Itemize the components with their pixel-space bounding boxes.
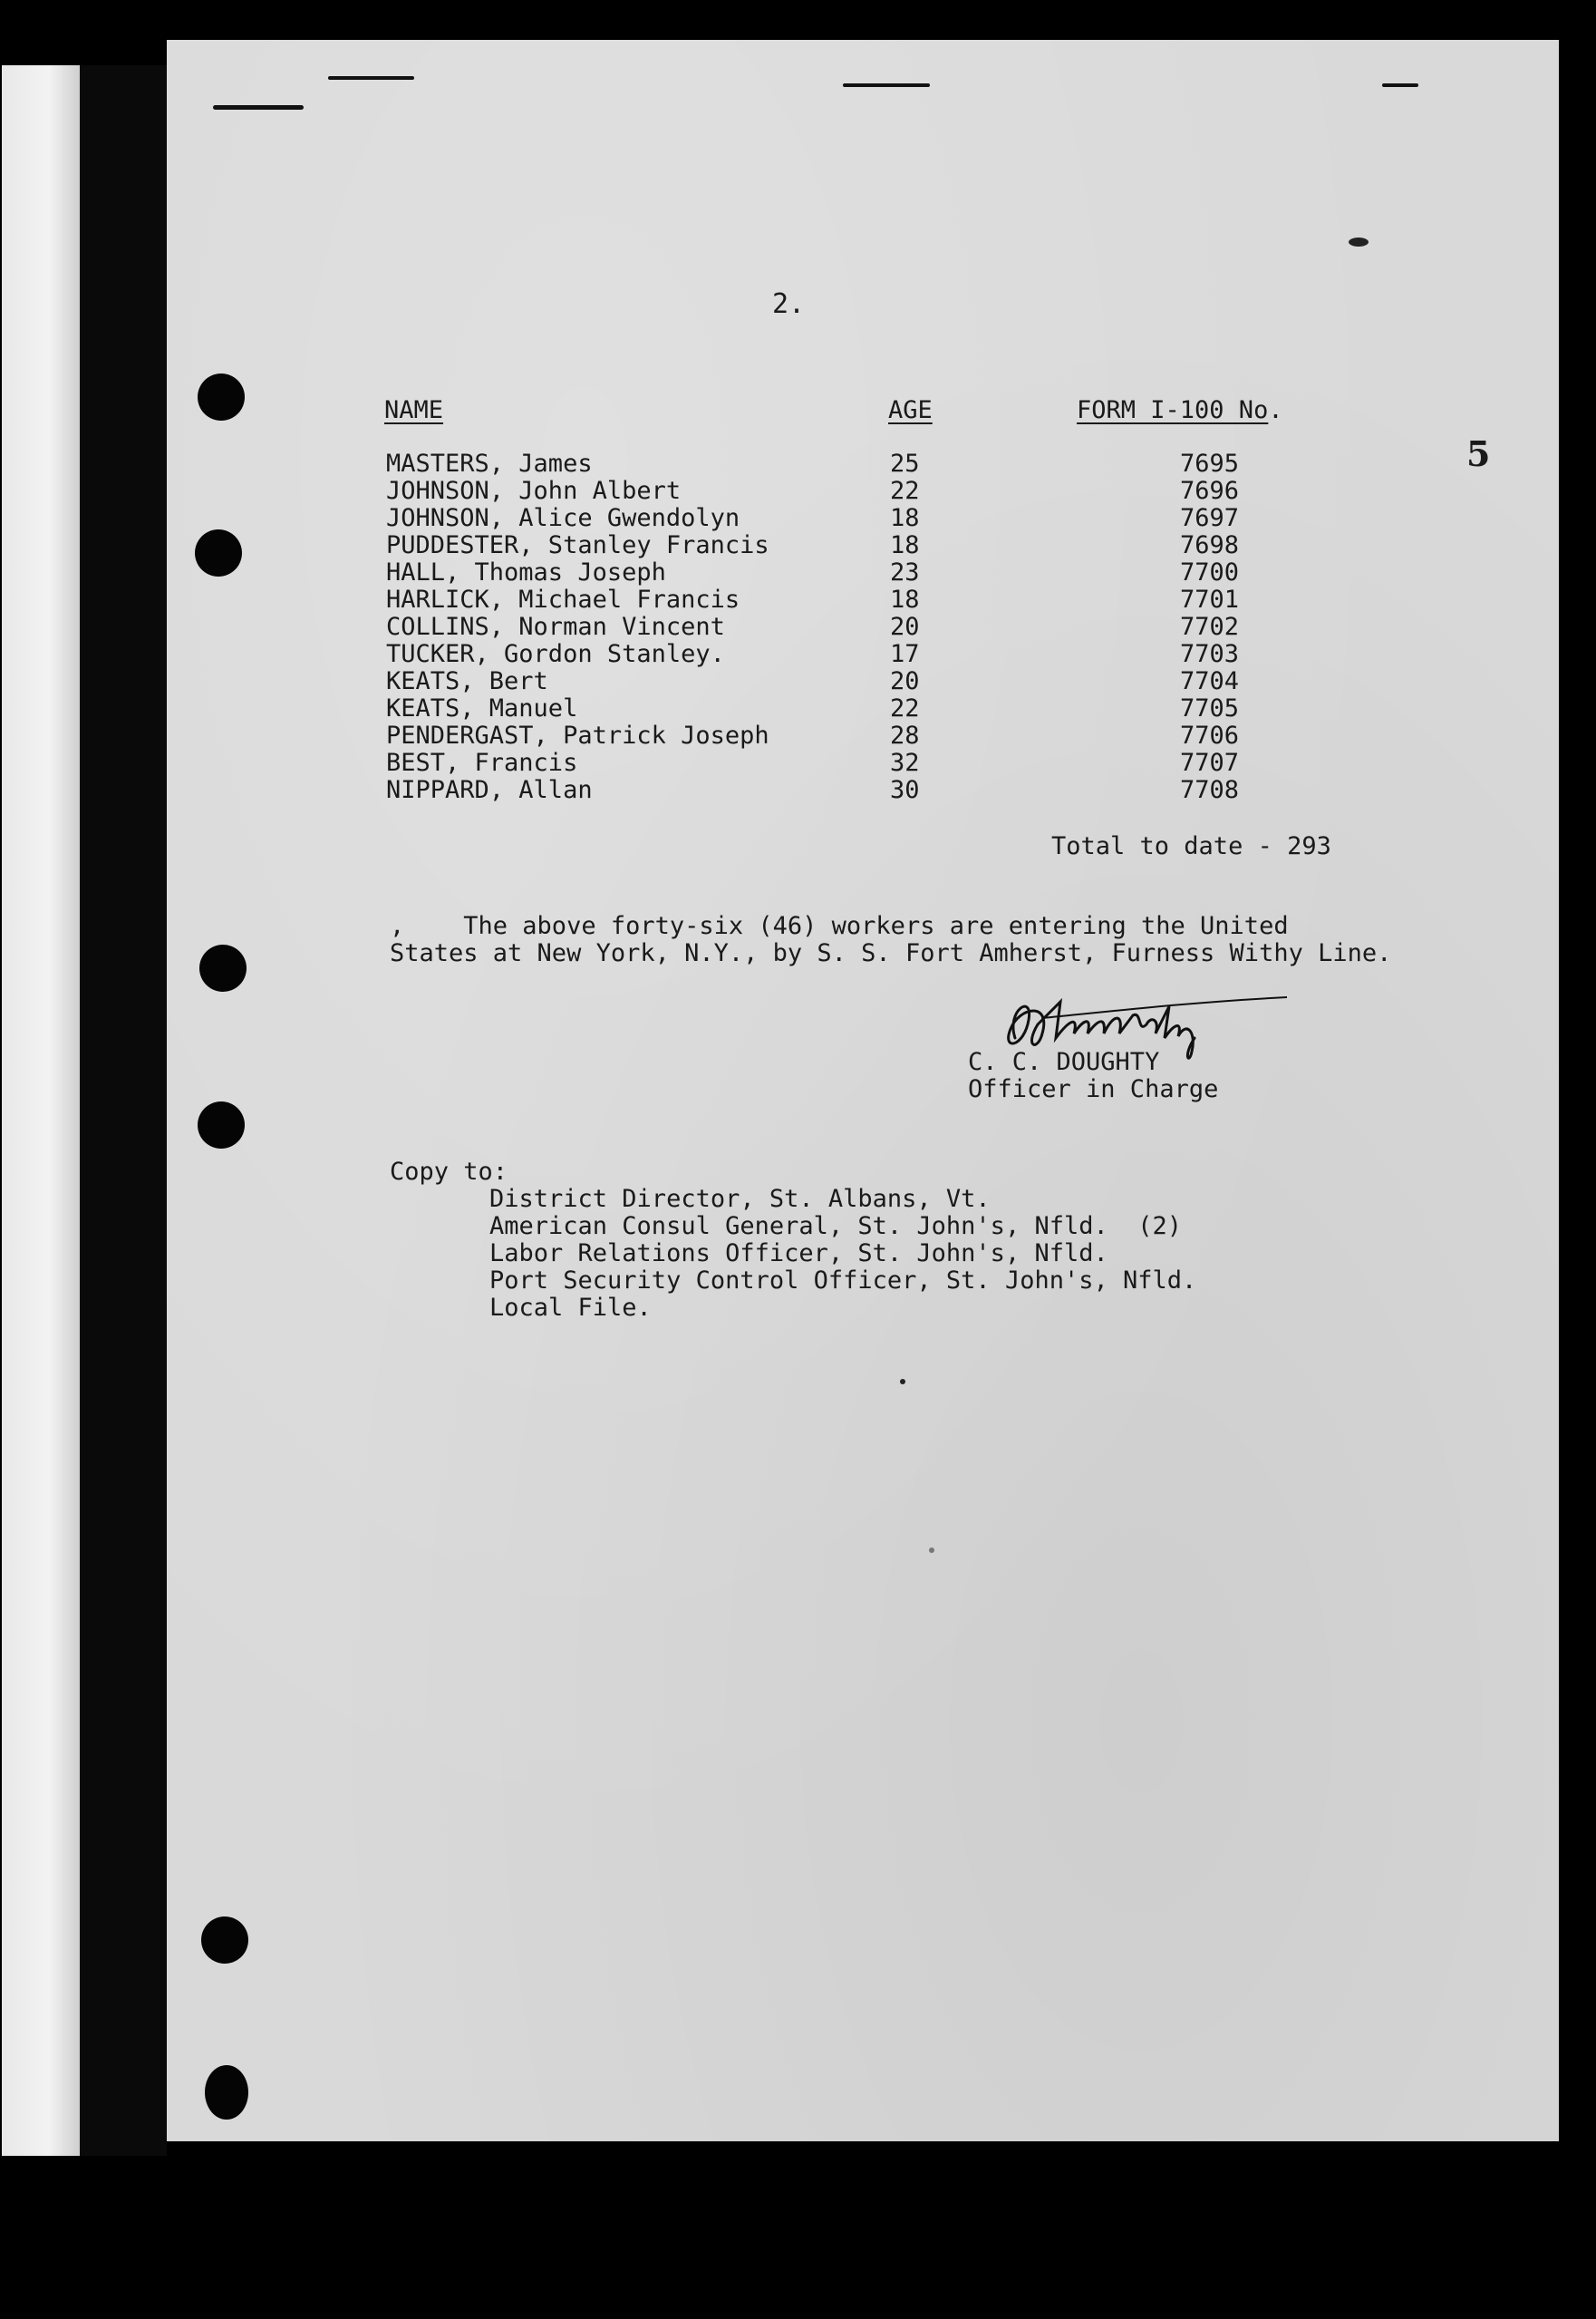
form-number: 7704 <box>1180 667 1240 695</box>
form-number: 7700 <box>1180 558 1240 587</box>
punch-hole <box>198 1101 245 1149</box>
worker-name: HALL, Thomas Joseph <box>386 558 666 587</box>
page-gap-shadow <box>80 65 167 2156</box>
table-row <box>0 505 1541 532</box>
signature-block <box>968 1049 1218 1103</box>
list-item: American Consul General, St. John's, Nfld. (2) <box>489 1212 1183 1240</box>
form-number: 7705 <box>1180 694 1240 723</box>
form-number: 7701 <box>1180 586 1240 614</box>
form-number: 7708 <box>1180 776 1240 804</box>
form-number: 7695 <box>1180 450 1240 478</box>
margin-number: 5 <box>1466 433 1491 474</box>
worker-age: 18 <box>890 504 920 532</box>
form-number: 7698 <box>1180 531 1240 559</box>
copy-to-label: Copy to: <box>390 1158 508 1186</box>
top-edge-mark <box>328 76 414 80</box>
column-header-form-period: . <box>1268 396 1283 424</box>
list-item: District Director, St. Albans, Vt. <box>489 1185 991 1213</box>
worker-name: PUDDESTER, Stanley Francis <box>386 531 769 559</box>
worker-age: 25 <box>890 450 920 478</box>
worker-name: BEST, Francis <box>386 749 578 777</box>
table-row <box>0 478 1541 505</box>
form-number: 7703 <box>1180 640 1240 668</box>
statement-paragraph <box>390 913 1391 967</box>
document-page <box>167 40 1559 2141</box>
table-row <box>0 641 1541 668</box>
worker-age: 32 <box>890 749 920 777</box>
punch-hole <box>201 1916 248 1964</box>
table-row <box>0 532 1541 559</box>
column-header-name: NAME <box>384 396 444 424</box>
worker-name: TUCKER, Gordon Stanley. <box>386 640 725 668</box>
column-header-form-text: FORM I-100 No <box>1077 396 1269 424</box>
worker-age: 18 <box>890 531 920 559</box>
table-row <box>0 695 1541 723</box>
page-number: 2. <box>772 288 806 320</box>
top-edge-mark <box>1382 83 1418 87</box>
form-number: 7707 <box>1180 749 1240 777</box>
table-row <box>0 559 1541 587</box>
worker-name: PENDERGAST, Patrick Joseph <box>386 722 769 750</box>
top-edge-mark <box>843 83 930 87</box>
worker-age: 20 <box>890 667 920 695</box>
statement-line: States at New York, N.Y., by S. S. Fort Amherst, Furness Withy Line. <box>390 939 1392 967</box>
worker-name: COLLINS, Norman Vincent <box>386 613 725 641</box>
table-row <box>0 750 1541 777</box>
worker-name: HARLICK, Michael Francis <box>386 586 740 614</box>
worker-age: 22 <box>890 477 920 505</box>
worker-name: JOHNSON, John Albert <box>386 477 682 505</box>
table-row <box>0 668 1541 695</box>
copy-recipients <box>489 1186 1196 1322</box>
worker-name: KEATS, Manuel <box>386 694 578 723</box>
list-item: Port Security Control Officer, St. John's, Nfld. <box>489 1266 1197 1295</box>
signer-name: C. C. DOUGHTY <box>968 1048 1160 1076</box>
table-row <box>0 614 1541 641</box>
form-number: 7702 <box>1180 613 1240 641</box>
worker-age: 30 <box>890 776 920 804</box>
column-header-form <box>1077 396 1283 424</box>
worker-age: 22 <box>890 694 920 723</box>
signer-title: Officer in Charge <box>968 1075 1219 1103</box>
table-row <box>0 723 1541 750</box>
punch-hole <box>205 2065 248 2120</box>
form-number: 7706 <box>1180 722 1240 750</box>
punch-hole <box>198 374 245 421</box>
column-header-age: AGE <box>888 396 933 424</box>
form-number: 7696 <box>1180 477 1240 505</box>
list-item: Local File. <box>489 1294 652 1322</box>
ink-speck <box>929 1548 934 1553</box>
table-row <box>0 451 1541 478</box>
worker-age: 20 <box>890 613 920 641</box>
punch-hole <box>199 945 247 992</box>
worker-name: MASTERS, James <box>386 450 593 478</box>
worker-age: 18 <box>890 586 920 614</box>
list-item: Labor Relations Officer, St. John's, Nfld. <box>489 1239 1108 1267</box>
worker-age: 17 <box>890 640 920 668</box>
worker-table <box>0 451 1541 804</box>
worker-name: KEATS, Bert <box>386 667 548 695</box>
adjacent-page-edge <box>2 65 80 2156</box>
form-number: 7697 <box>1180 504 1240 532</box>
worker-age: 23 <box>890 558 920 587</box>
worker-name: JOHNSON, Alice Gwendolyn <box>386 504 740 532</box>
statement-line: , The above forty-six (46) workers are entering the United <box>390 912 1289 940</box>
table-row <box>0 587 1541 614</box>
ink-speck <box>1349 238 1369 247</box>
worker-name: NIPPARD, Allan <box>386 776 593 804</box>
total-to-date: Total to date - 293 <box>1051 832 1331 860</box>
table-row <box>0 777 1541 804</box>
ink-speck <box>900 1379 905 1384</box>
top-edge-mark <box>213 105 304 110</box>
worker-age: 28 <box>890 722 920 750</box>
